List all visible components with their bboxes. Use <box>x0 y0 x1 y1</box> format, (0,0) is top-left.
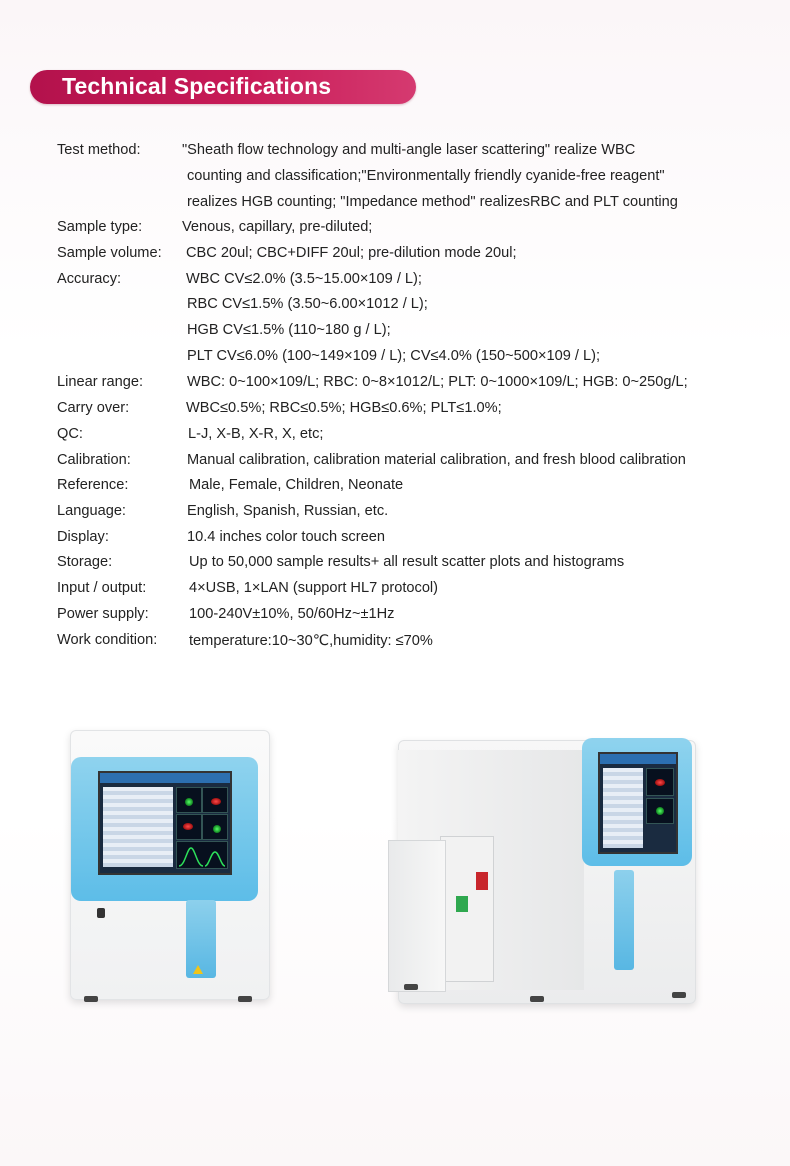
spec-label: Calibration: <box>57 452 131 468</box>
spec-label: Input / output: <box>57 580 147 596</box>
sample-probe-panel <box>614 870 634 970</box>
section-header-bar <box>30 70 416 104</box>
scatter-plot <box>176 787 202 813</box>
spec-value: WBC: 0~100×109/L; RBC: 0~8×1012/L; PLT: 0~1000×109/L; HGB: 0~250g/L; <box>187 374 688 390</box>
spec-label: Sample type: <box>57 219 143 235</box>
spec-label: Test method: <box>57 142 141 158</box>
screen-result-table <box>603 768 643 848</box>
scatter-plot <box>646 768 674 796</box>
histogram-curve <box>177 842 227 868</box>
scatter-plot <box>202 787 228 813</box>
spec-value: L-J, X-B, X-R, X, etc; <box>188 426 324 442</box>
screen-toolbar <box>600 754 676 764</box>
screen-toolbar <box>100 773 230 783</box>
spec-label: Accuracy: <box>57 271 122 287</box>
machine-foot <box>84 996 98 1002</box>
histogram-plot <box>176 841 228 869</box>
spec-value: PLT CV≤6.0% (100~149×109 / L); CV≤4.0% (150~500×109 / L); <box>187 348 601 364</box>
analyzer-screen <box>98 771 232 875</box>
warning-icon <box>193 965 203 974</box>
spec-value: 4×USB, 1×LAN (support HL7 protocol) <box>189 580 439 596</box>
power-button <box>97 908 105 918</box>
spec-value: counting and classification;"Environmentally friendly cyanide-free reagent" <box>187 168 665 184</box>
machine-foot <box>238 996 252 1002</box>
spec-value: WBC≤0.5%; RBC≤0.5%; HGB≤0.6%; PLT≤1.0%; <box>186 400 502 416</box>
spec-value: WBC CV≤2.0% (3.5~15.00×109 / L); <box>186 271 422 287</box>
screen-result-table <box>103 787 173 867</box>
spec-label: Storage: <box>57 554 113 570</box>
scatter-plot <box>646 798 674 824</box>
reagent-bottle-red <box>476 872 488 890</box>
spec-label: Power supply: <box>57 606 149 622</box>
scatter-plot <box>176 814 202 840</box>
spec-label: Work condition: <box>57 632 158 648</box>
machine-foot <box>672 992 686 998</box>
scatter-plot <box>202 814 228 840</box>
spec-value: RBC CV≤1.5% (3.50~6.00×1012 / L); <box>187 296 428 312</box>
spec-label: Sample volume: <box>57 245 162 261</box>
spec-value: HGB CV≤1.5% (110~180 g / L); <box>187 322 391 338</box>
spec-value: Manual calibration, calibration material calibration, and fresh blood calibration <box>187 452 686 468</box>
spec-label: Language: <box>57 503 126 519</box>
spec-value: "Sheath flow technology and multi-angle laser scattering" realize WBC <box>182 142 636 158</box>
analyzer-screen <box>598 752 678 854</box>
spec-label: Display: <box>57 529 109 545</box>
machine-foot <box>530 996 544 1002</box>
spec-value: realizes HGB counting; "Impedance method" realizesRBC and PLT counting <box>187 194 678 210</box>
machine-foot <box>404 984 418 990</box>
spec-label: Carry over: <box>57 400 130 416</box>
spec-value: Up to 50,000 sample results+ all result scatter plots and histograms <box>189 554 625 570</box>
spec-value: Male, Female, Children, Neonate <box>189 477 404 493</box>
spec-value: Venous, capillary, pre-diluted; <box>182 219 373 235</box>
spec-label: Linear range: <box>57 374 144 390</box>
spec-value: 100-240V±10%, 50/60Hz~±1Hz <box>189 606 395 622</box>
spec-value: English, Spanish, Russian, etc. <box>187 503 389 519</box>
spec-label: Reference: <box>57 477 129 493</box>
reagent-bottle-green <box>456 896 468 912</box>
spec-value: 10.4 inches color touch screen <box>187 529 385 545</box>
spec-value: temperature:10~30℃,humidity: ≤70% <box>189 633 433 649</box>
open-side-door <box>388 840 446 992</box>
spec-value: CBC 20ul; CBC+DIFF 20ul; pre-dilution mode 20ul; <box>186 245 517 261</box>
section-title: Technical Specifications <box>62 73 332 99</box>
spec-label: QC: <box>57 426 83 442</box>
